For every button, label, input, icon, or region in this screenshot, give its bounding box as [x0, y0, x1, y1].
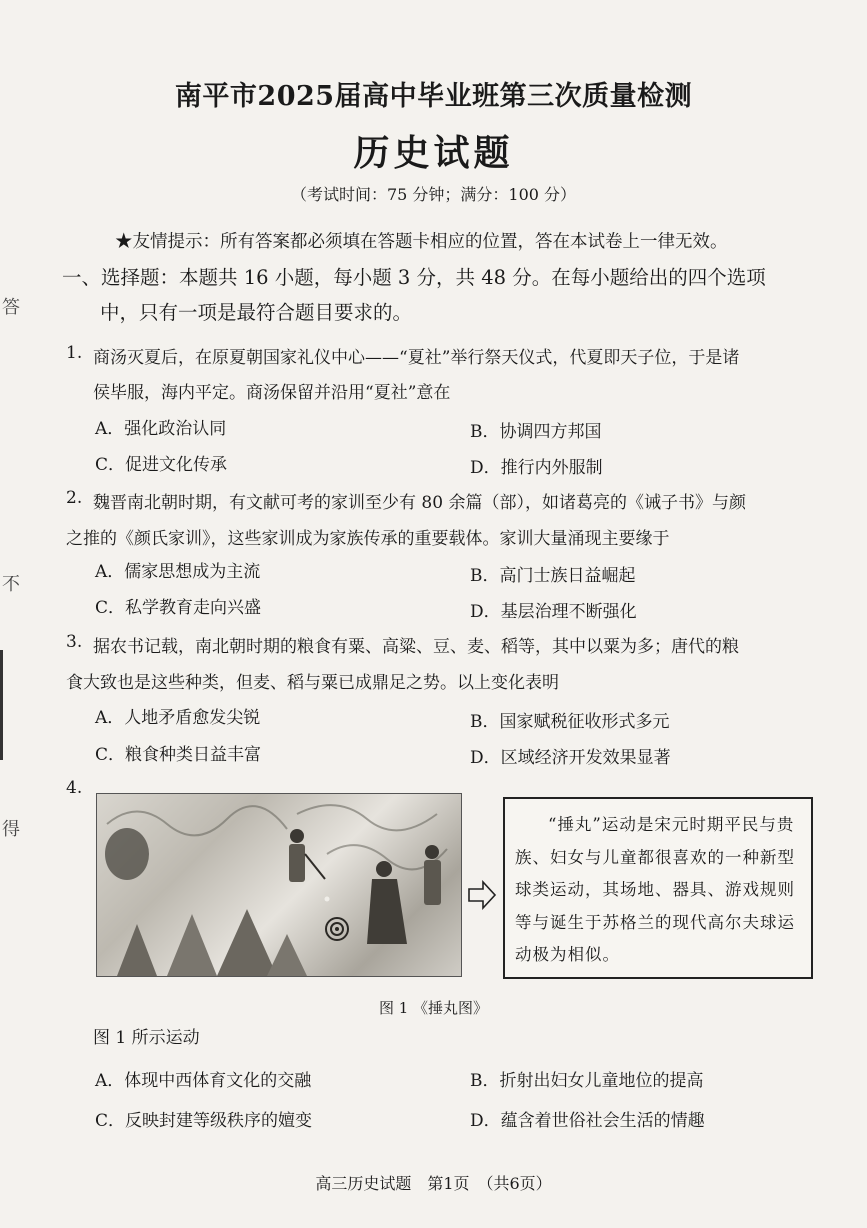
- question-number: 4.: [66, 778, 83, 798]
- option-b[interactable]: B．高门士族日益崛起: [470, 566, 636, 586]
- question-stem: 图 1 所示运动: [93, 1028, 200, 1048]
- option-b[interactable]: B．折射出妇女儿童地位的提高: [470, 1071, 704, 1091]
- binding-margin-mark: 不: [2, 574, 20, 595]
- question-number: 3.: [66, 632, 83, 652]
- option-a[interactable]: A．体现中西体育文化的交融: [95, 1071, 312, 1091]
- section-heading-line2: 中，只有一项是最符合题目要求的。: [100, 301, 413, 324]
- question-number: 1.: [66, 343, 83, 363]
- figure-description: “捶丸”运动是宋元时期平民与贵族、妇女与儿童都很喜欢的一种新型球类运动，其场地、器具、游戏规则等与诞生于苏格兰的现代高尔夫球运动极为相似。: [515, 815, 795, 964]
- option-d[interactable]: D．区域经济开发效果显著: [470, 748, 671, 768]
- arrow-right-icon: [467, 880, 497, 914]
- question-number: 2.: [66, 488, 83, 508]
- option-a[interactable]: A．儒家思想成为主流: [95, 562, 261, 582]
- section-heading-line1: 一、选择题：本题共 16 小题，每小题 3 分，共 48 分。在每小题给出的四个选项: [62, 266, 766, 289]
- option-c[interactable]: C．反映封建等级秩序的嬗变: [95, 1111, 313, 1131]
- option-b[interactable]: B．协调四方邦国: [470, 422, 602, 442]
- exam-info: （考试时间：75 分钟；满分：100 分）: [290, 185, 577, 204]
- option-b[interactable]: B．国家赋税征收形式多元: [470, 712, 670, 732]
- friendly-tip: ★友情提示：所有答案都必须填在答题卡相应的位置，答在本试卷上一律无效。: [115, 232, 728, 252]
- binding-margin-mark: 得: [2, 819, 20, 840]
- option-d[interactable]: D．基层治理不断强化: [470, 602, 637, 622]
- question-stem: 食大致也是这些种类，但麦、稻与粟已成鼎足之势。以上变化表明: [66, 673, 559, 693]
- figure-caption: 图 1 《捶丸图》: [378, 999, 489, 1017]
- exam-title: 南平市2025届高中毕业班第三次质量检测: [174, 81, 693, 112]
- question-stem: 之推的《颜氏家训》，这些家训成为家族传承的重要载体。家训大量涌现主要缘于: [66, 529, 670, 549]
- option-d[interactable]: D．蕴含着世俗社会生活的情趣: [470, 1111, 705, 1131]
- figure-description-box: [503, 797, 813, 979]
- option-c[interactable]: C．私学教育走向兴盛: [95, 598, 262, 618]
- option-d[interactable]: D．推行内外服制: [470, 458, 603, 478]
- subject-title: 历史试题: [353, 132, 514, 174]
- option-a[interactable]: A．强化政治认同: [95, 419, 227, 439]
- chuiwan-painting: [96, 793, 462, 977]
- page-footer: 高三历史试题 第1页 （共6页）: [315, 1174, 552, 1193]
- option-c[interactable]: C．促进文化传承: [95, 455, 228, 475]
- question-stem: 侯毕服，海内平定。商汤保留并沿用“夏社”意在: [93, 383, 451, 403]
- option-c[interactable]: C．粮食种类日益丰富: [95, 745, 262, 765]
- chuiwan-painting-illustration: [97, 794, 461, 976]
- question-stem: 商汤灭夏后，在原夏朝国家礼仪中心——“夏社”举行祭天仪式，代夏即天子位，于是诸: [93, 348, 740, 368]
- binding-line: [0, 650, 3, 760]
- question-stem: 据农书记载，南北朝时期的粮食有粟、高粱、豆、麦、稻等，其中以粟为多；唐代的粮: [93, 637, 739, 657]
- binding-margin-mark: 答: [2, 297, 20, 318]
- question-stem: 魏晋南北朝时期，有文献可考的家训至少有 80 余篇（部），如诸葛亮的《诫子书》与颜: [93, 493, 746, 513]
- option-a[interactable]: A．人地矛盾愈发尖锐: [95, 708, 261, 728]
